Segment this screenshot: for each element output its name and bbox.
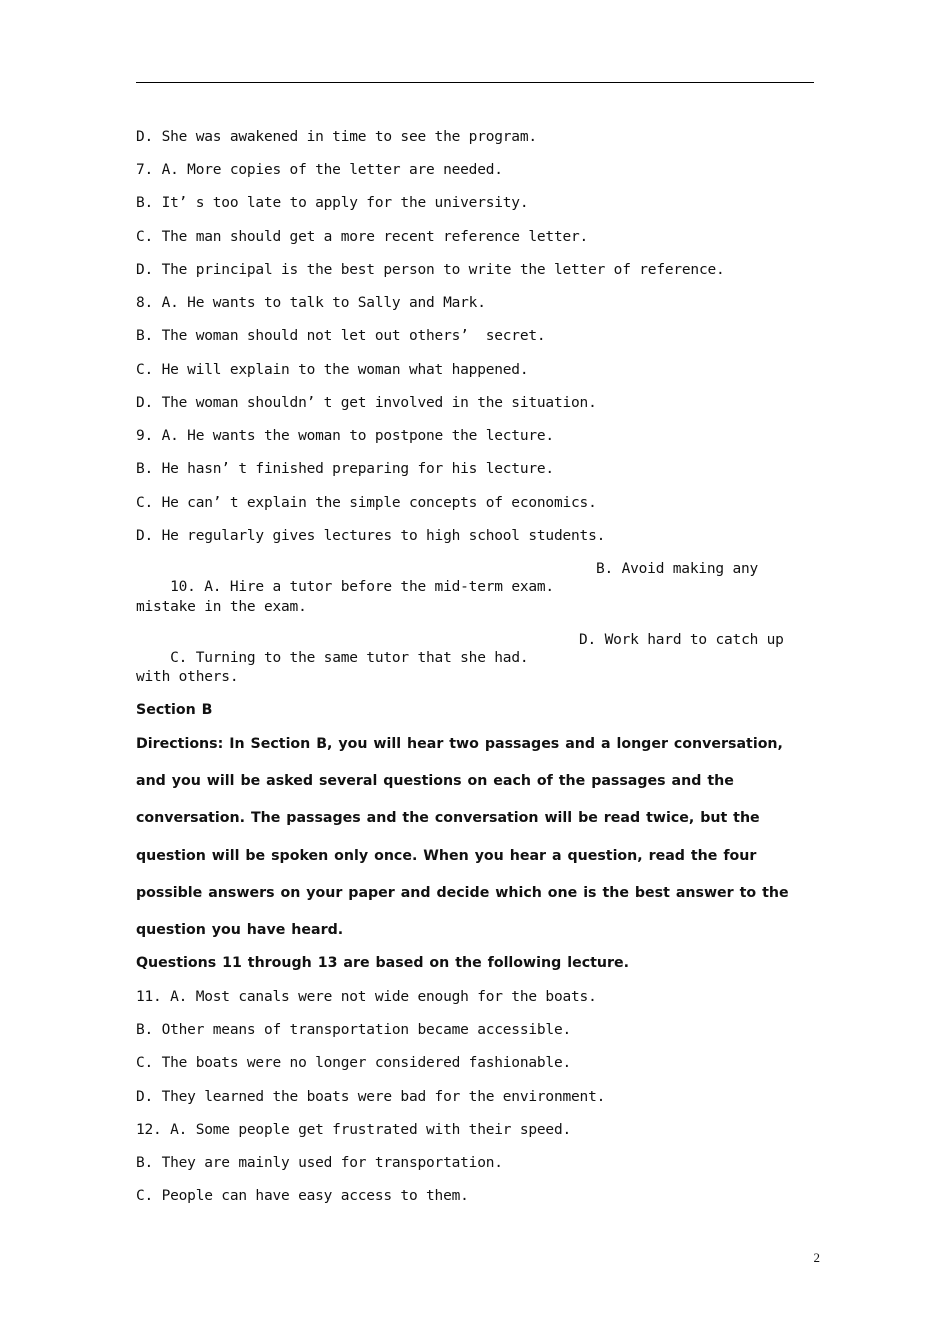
- questions-intro: Questions 11 through 13 are based on the following lecture.: [136, 955, 629, 971]
- option-7d: D. The principal is the best person to write the letter of reference.: [136, 262, 725, 278]
- directions-line-3: conversation. The passages and the conversation will be read twice, but the: [136, 810, 760, 826]
- header-rule: [136, 82, 814, 83]
- option-8c: C. He will explain to the woman what happened.: [136, 362, 529, 378]
- option-7b: B. It’ s too late to apply for the university.: [136, 195, 529, 211]
- directions-line-5: possible answers on your paper and decide which one is the best answer to the: [136, 885, 789, 901]
- option-7c: C. The man should get a more recent reference letter.: [136, 229, 589, 245]
- question-10-row1: [136, 560, 759, 632]
- option-11c: C. The boats were no longer considered fashionable.: [136, 1055, 572, 1071]
- option-8d: D. The woman shouldn’ t get involved in the situation.: [136, 395, 597, 411]
- question-9a: 9. A. He wants the woman to postpone the lecture.: [136, 428, 554, 444]
- option-8b: B. The woman should not let out others’ secret.: [136, 328, 546, 344]
- option-9b: B. He hasn’ t finished preparing for his lecture.: [136, 461, 554, 477]
- option-10d-continued: with others.: [136, 669, 239, 685]
- option-11b: B. Other means of transportation became accessible.: [136, 1022, 572, 1038]
- directions-line-1: Directions: In Section B, you will hear two passages and a longer conversation,: [136, 736, 783, 752]
- option-12b: B. They are mainly used for transportation.: [136, 1155, 503, 1171]
- option-10c: C. Turning to the same tutor that she had.: [170, 650, 529, 666]
- question-11a: 11. A. Most canals were not wide enough for the boats.: [136, 989, 597, 1005]
- section-title: Section B: [136, 702, 213, 718]
- directions-line-4: question will be spoken only once. When you hear a question, read the four: [136, 848, 757, 864]
- question-10-row2: [136, 631, 784, 703]
- option-12c: C. People can have easy access to them.: [136, 1188, 469, 1204]
- option-9d: D. He regularly gives lectures to high school students.: [136, 528, 606, 544]
- option-10b: B. Avoid making any: [596, 561, 759, 577]
- option-10b-continued: mistake in the exam.: [136, 599, 307, 615]
- question-7a: 7. A. More copies of the letter are needed.: [136, 162, 503, 178]
- directions-line-6: question you have heard.: [136, 922, 344, 938]
- directions-line-2: and you will be asked several questions on each of the passages and the: [136, 773, 734, 789]
- option-10d: D. Work hard to catch up: [579, 632, 784, 648]
- question-12a: 12. A. Some people get frustrated with their speed.: [136, 1122, 572, 1138]
- option-9c: C. He can’ t explain the simple concepts of economics.: [136, 495, 597, 511]
- option-11d: D. They learned the boats were bad for the environment.: [136, 1089, 606, 1105]
- page-number: 2: [813, 1250, 820, 1265]
- question-10a: 10. A. Hire a tutor before the mid-term exam.: [170, 579, 554, 595]
- option-6d: D. She was awakened in time to see the program.: [136, 129, 537, 145]
- question-8a: 8. A. He wants to talk to Sally and Mark.: [136, 295, 486, 311]
